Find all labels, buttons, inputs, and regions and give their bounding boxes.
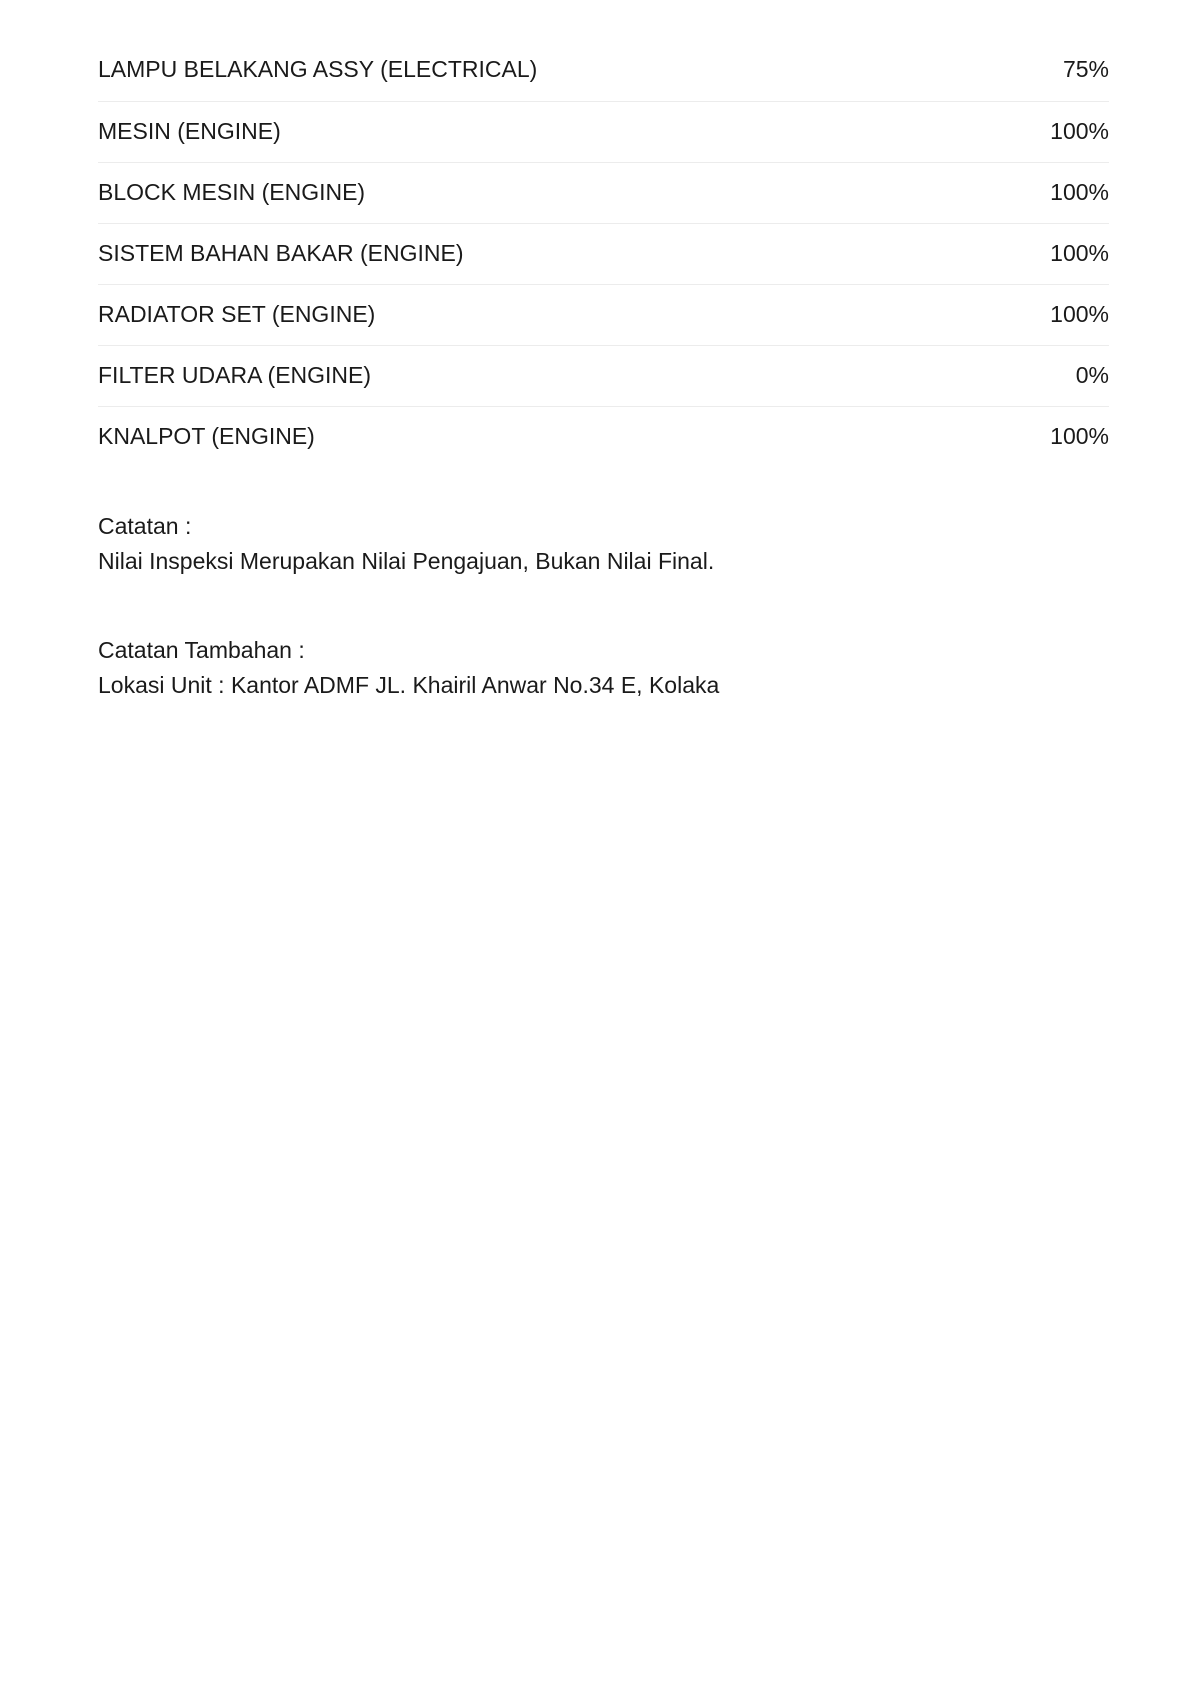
inspection-item-name: SISTEM BAHAN BAKAR (ENGINE) [98, 223, 909, 284]
table-row [98, 223, 1109, 284]
table-row [98, 101, 1109, 162]
inspection-item-name: LAMPU BELAKANG ASSY (ELECTRICAL) [98, 40, 909, 101]
additional-notes-title: Catatan Tambahan : [98, 637, 305, 663]
inspection-table [98, 40, 1109, 467]
inspection-item-name: KNALPOT (ENGINE) [98, 422, 315, 449]
inspection-item-name: BLOCK MESIN (ENGINE) [98, 162, 909, 223]
notes-text: Nilai Inspeksi Merupakan Nilai Pengajuan, Bukan Nilai Final. [98, 548, 715, 574]
table-row [98, 40, 1109, 101]
notes-title: Catatan : [98, 513, 192, 539]
table-row [98, 406, 1109, 467]
inspection-item-score: 75% [909, 40, 1109, 101]
additional-notes-section [98, 633, 1109, 703]
inspection-item-score: 100% [909, 162, 1109, 223]
inspection-item-name: MESIN (ENGINE) [98, 101, 909, 162]
inspection-item-score: 100% [909, 223, 1109, 284]
table-row [98, 345, 1109, 406]
inspection-item-score: 100% [909, 101, 1109, 162]
additional-notes-text: Lokasi Unit : Kantor ADMF JL. Khairil Anwar No.34 E, Kolaka [98, 672, 720, 698]
notes-section [98, 509, 1109, 579]
inspection-item-name: FILTER UDARA (ENGINE) [98, 345, 909, 406]
table-row [98, 162, 1109, 223]
inspection-item-score: 100% [909, 284, 1109, 345]
inspection-item-score: 0% [909, 345, 1109, 406]
table-row [98, 284, 1109, 345]
inspection-item-score: 100% [1050, 422, 1109, 449]
inspection-item-name: RADIATOR SET (ENGINE) [98, 284, 909, 345]
